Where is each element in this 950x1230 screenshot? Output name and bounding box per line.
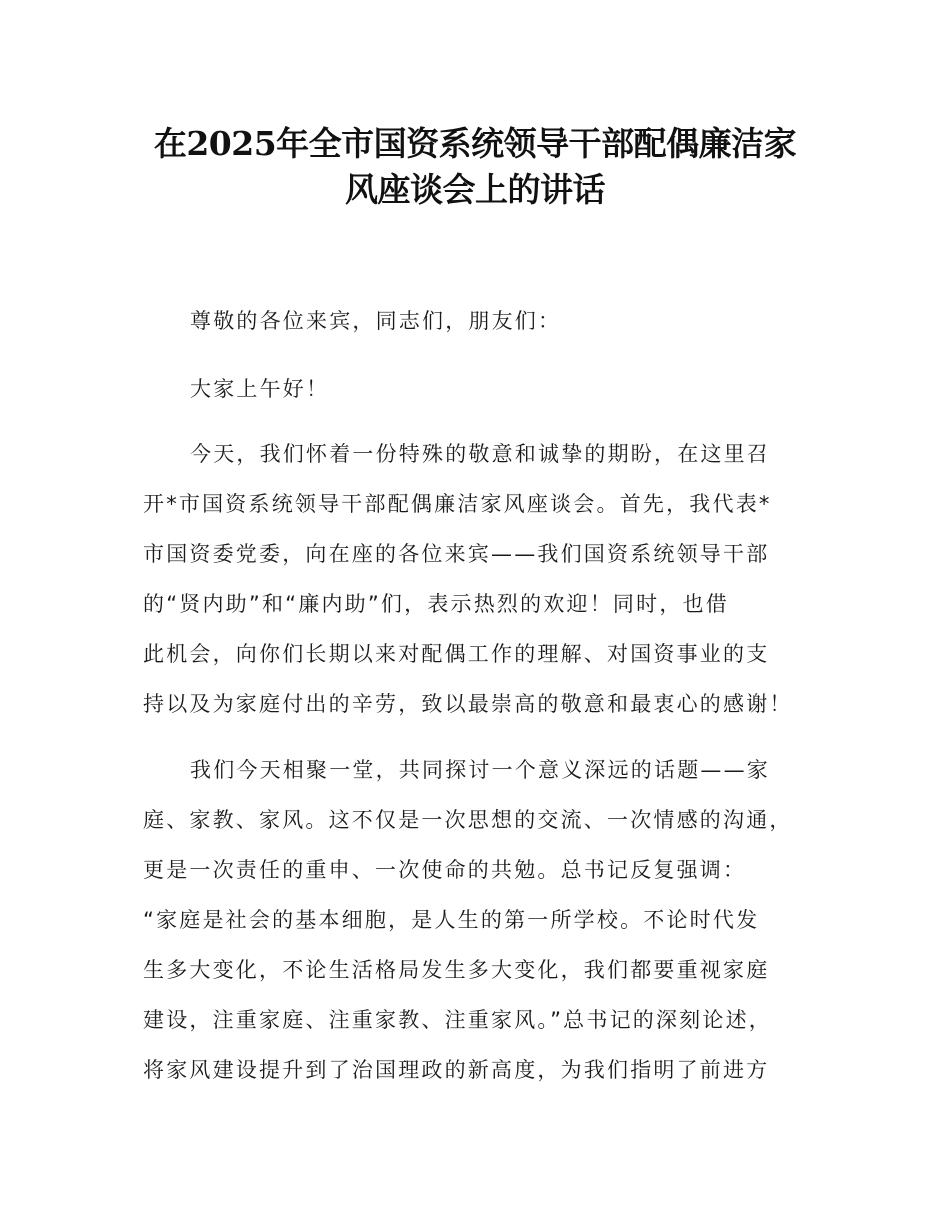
document-title-line-2: 风座谈会上的讲话 — [345, 170, 605, 209]
greeting: 大家上午好！ — [190, 377, 330, 401]
paragraph-line: 建设，注重家庭、注重家教、注重家风。”总书记的深刻论述， — [143, 1008, 772, 1032]
paragraph-line: 今天，我们怀着一份特殊的敬意和诚挚的期盼，在这里召 — [190, 442, 770, 466]
paragraph-line: 更是一次责任的重申、一次使命的共勉。总书记反复强调： — [143, 858, 747, 882]
paragraph-line: 开*市国资系统领导干部配偶廉洁家风座谈会。首先，我代表* — [143, 492, 772, 516]
paragraph-line: 将家风建设提升到了治国理政的新高度，为我们指明了前进方 — [143, 1058, 770, 1082]
paragraph-line: 我们今天相聚一堂，共同探讨一个意义深远的话题——家 — [190, 758, 770, 782]
paragraph-line: 此机会，向你们长期以来对配偶工作的理解、对国资事业的支 — [143, 642, 770, 666]
paragraph-line: 持以及为家庭付出的辛劳，致以最崇高的敬意和最衷心的感谢！ — [143, 692, 793, 716]
paragraph-line: “家庭是社会的基本细胞，是人生的第一所学校。不论时代发 — [143, 908, 760, 932]
paragraph-line: 的“贤内助”和“廉内助”们，表示热烈的欢迎！同时，也借 — [143, 592, 729, 616]
paragraph-line: 市国资委党委，向在座的各位来宾——我们国资系统领导干部 — [143, 542, 770, 566]
salutation: 尊敬的各位来宾，同志们，朋友们： — [190, 309, 562, 333]
paragraph-line: 庭、家教、家风。这不仅是一次思想的交流、一次情感的沟通， — [143, 808, 793, 832]
paragraph-line: 生多大变化，不论生活格局发生多大变化，我们都要重视家庭 — [143, 958, 770, 982]
document-title-line-1: 在2025年全市国资系统领导干部配偶廉洁家 — [153, 124, 797, 163]
